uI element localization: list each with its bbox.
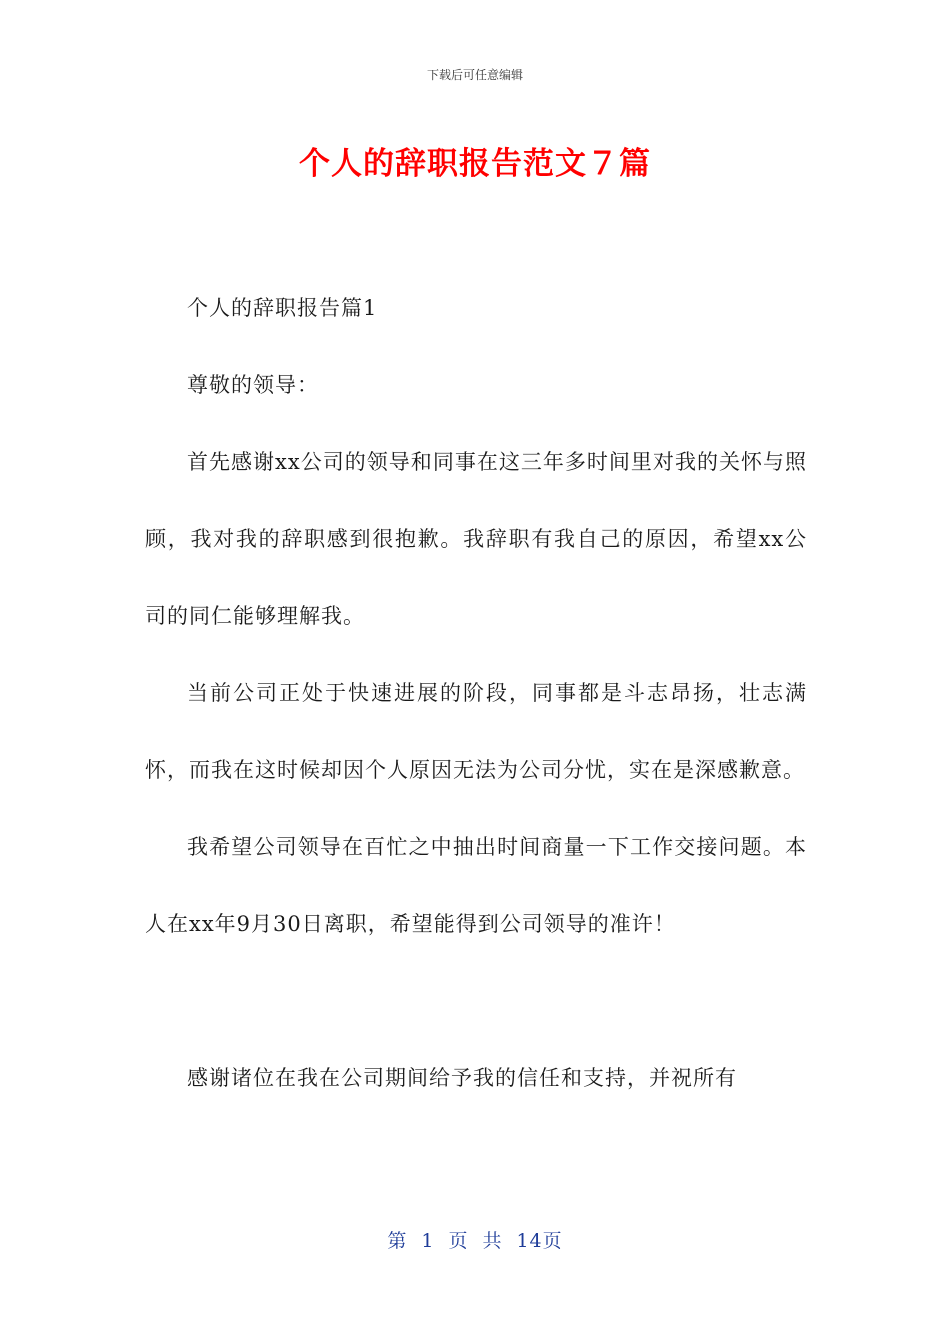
footer-page-word: 页	[448, 1230, 469, 1252]
footer-prefix: 第	[387, 1230, 408, 1252]
document-title: 个人的辞职报告范文７篇	[299, 146, 651, 182]
section-heading: 个人的辞职报告篇1	[187, 296, 378, 320]
footer-current-page: 1	[421, 1230, 435, 1252]
page-header-note: 下载后可任意编辑	[426, 68, 523, 82]
footer-total-pages: 14页	[516, 1230, 563, 1252]
paragraph-handover: 我希望公司领导在百忙之中抽出时间商量一下工作交接问题。本人在xx年9月30日离职，希望能得到公司领导的准许！	[145, 835, 807, 936]
salutation: 尊敬的领导：	[187, 373, 319, 397]
page-footer-pager	[0, 1226, 950, 1253]
paragraph-apology: 当前公司正处于快速进展的阶段，同事都是斗志昂扬，壮志满怀，而我在这时候却因个人原因无法为公司分忧，实在是深感歉意。	[145, 681, 807, 782]
footer-total-prefix: 共	[482, 1230, 503, 1252]
document-body	[145, 270, 807, 1117]
paragraph-closing: 感谢诸位在我在公司期间给予我的信任和支持，并祝所有	[187, 1066, 737, 1090]
paragraph-thanks: 首先感谢xx公司的领导和同事在这三年多时间里对我的关怀与照顾，我对我的辞职感到很抱歉。我辞职有我自己的原因，希望xx公司的同仁能够理解我。	[145, 450, 807, 628]
